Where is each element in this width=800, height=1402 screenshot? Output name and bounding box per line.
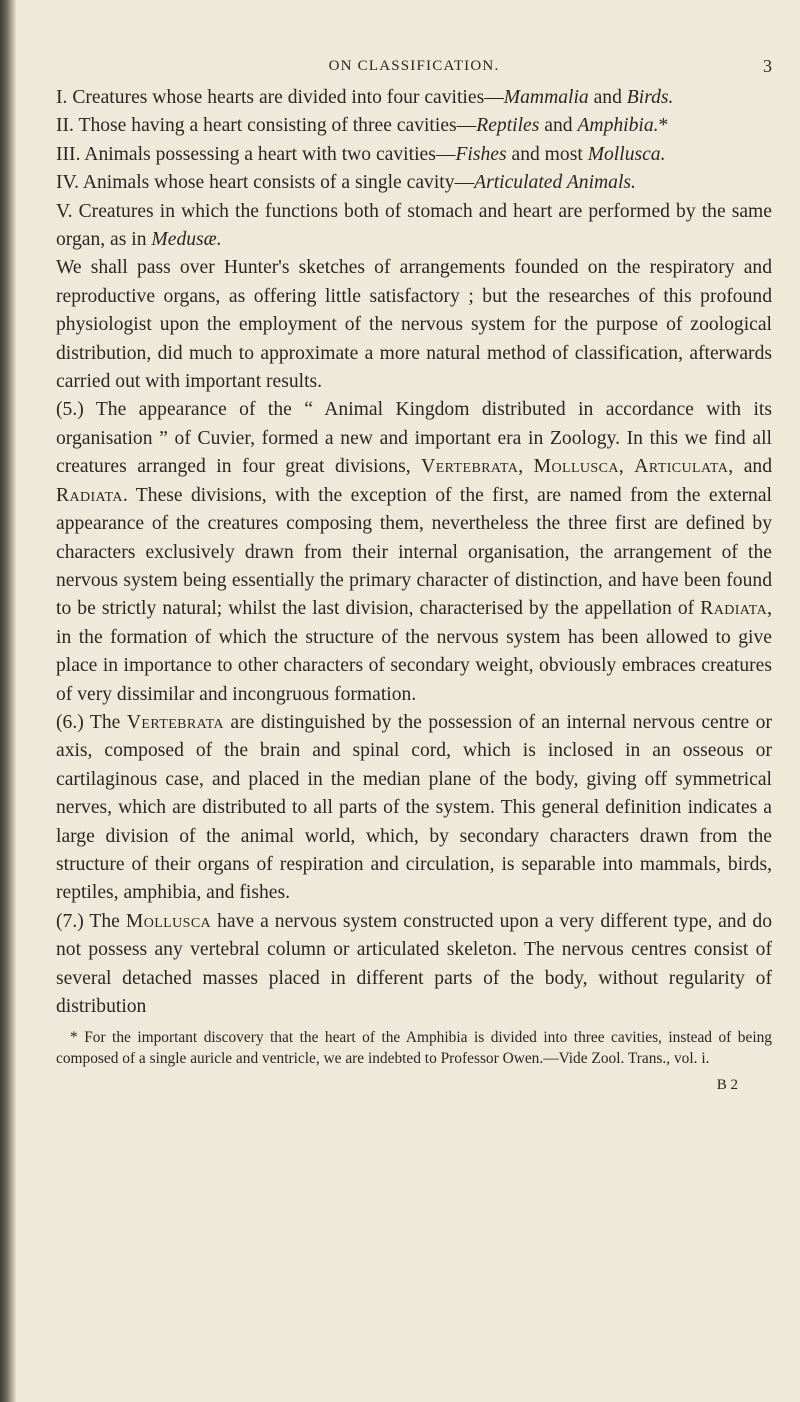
- paragraph: [56, 112, 772, 140]
- small-caps-text: Vertebrata: [126, 711, 224, 733]
- text-run: , in the formation of which the structure of the nervous system has been allowed to give place in importance to other characters of secondary weight, obviously embraces creatures of very dissimilar and incongruous formation.: [56, 598, 772, 705]
- italic-text: Birds.: [626, 87, 674, 108]
- italic-text: Medusæ.: [151, 229, 222, 251]
- text-run: III. Animals possessing a heart with two cavities—: [56, 143, 456, 165]
- text-run: II. Those having a heart consisting of three cavities—: [56, 115, 477, 137]
- text-run: are distinguished by the possession of an internal nervous centre or axis, composed of the brain and spinal cord, which is inclosed in an osseous or cartilaginous case, and placed in the median plane of the body, giving off symmetrical nerves, which are distributed to all parts of the system. This general definition indicates a large division of the animal world, which, by secondary characters drawn from the structure of their organs of respiration and circulation, is separable into mammals, birds, reptiles, amphibia, and fishes.: [56, 711, 772, 904]
- text-run: IV. Animals whose heart consists of a single cavity—: [56, 172, 475, 194]
- text-run: (6.) The: [56, 711, 127, 733]
- text-run: (7.) The: [56, 910, 126, 932]
- paragraph: [56, 254, 772, 396]
- paragraph: [56, 908, 772, 1022]
- paragraph: [56, 709, 772, 908]
- small-caps-text: Radiata: [700, 598, 768, 620]
- paragraph: [56, 198, 772, 255]
- paragraph: [56, 84, 772, 112]
- text-run: , and: [728, 456, 772, 478]
- running-title: ON CLASSIFICATION.: [328, 58, 500, 74]
- text-run: I. Creatures whose hearts are divided into four cavities—: [56, 87, 504, 108]
- text-run: and most: [506, 143, 588, 165]
- running-head: [56, 56, 772, 78]
- italic-text: Fishes: [455, 143, 507, 165]
- text-run: V. Creatures in which the functions both of stomach and heart are performed by the same organ, as in: [56, 200, 772, 251]
- signature-mark: B 2: [716, 1077, 738, 1094]
- text-run: (5.) The appearance of the “ Animal Kingdom distributed in accordance with its organisation ” of Cuvier, formed a new and important era in Zoology. In this we find all creatures arranged in four great divisions,: [56, 399, 772, 478]
- book-binding-edge: [0, 0, 16, 1402]
- text-run: ,: [618, 456, 635, 478]
- body-text: [56, 84, 772, 1021]
- text-run: ,: [518, 456, 534, 478]
- small-caps-text: Articulata: [634, 456, 729, 478]
- small-caps-text: Mollusca: [533, 456, 619, 478]
- italic-text: Articulated Animals.: [474, 172, 636, 194]
- text-run: . These divisions, with the exception of the first, are named from the external appearance of the creatures composing them, nevertheless the three first are defined by characters exclusively drawn from their internal organisation, the arrangement of the nervous system being essentially the primary character of distinction, and have been found to be strictly natural; whilst the last division, characterised by the appellation of: [56, 484, 772, 620]
- text-run: *: [658, 115, 669, 137]
- italic-text: Amphibia.: [577, 115, 659, 137]
- small-caps-text: Radiata: [56, 484, 123, 506]
- small-caps-text: Mollusca: [125, 910, 212, 932]
- page-number: 3: [763, 56, 772, 76]
- text-run: and: [539, 115, 578, 137]
- small-caps-text: Vertebrata: [421, 456, 519, 478]
- text-run: We shall pass over Hunter's sketches of arrangements founded on the respiratory and reproductive organs, as offering little satisfactory ; but the researches of this profound physiologist upon the employment of the nervous system for the purpose of zoological distribution, did much to approximate a more natural method of classification, afterwards carried out with important results.: [56, 257, 772, 393]
- footnote: [56, 1027, 772, 1069]
- paragraph: [56, 169, 772, 197]
- italic-text: Reptiles: [476, 115, 540, 137]
- italic-text: Mammalia: [503, 87, 589, 108]
- text-run: have a nervous system constructed upon a very different type, and do not possess any vertebral column or articulated skeleton. The nervous centres consist of several detached masses placed in different parts of the body, without regularity of distribution: [56, 910, 772, 1017]
- text-run: and: [588, 87, 627, 108]
- paragraph: [56, 141, 772, 169]
- footnote-text: * For the important discovery that the heart of the Amphibia is divided into three cavities, instead of being composed of a single auricle and ventricle, we are indebted to Professor Owen.—Vide Zool. Trans., vol. i.: [56, 1029, 772, 1068]
- book-page: [56, 56, 772, 1094]
- paragraph: [56, 396, 772, 708]
- italic-text: Mollusca.: [587, 143, 666, 165]
